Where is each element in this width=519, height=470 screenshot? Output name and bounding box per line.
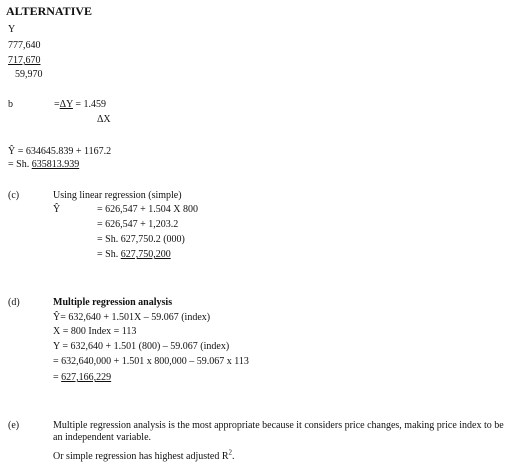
section-c-title: Using linear regression (simple) [53, 190, 182, 201]
section-d-line-5-prefix: = [53, 372, 62, 383]
y-value-1: 777,640 [8, 40, 41, 51]
section-c-yhat: Ŷ [53, 204, 61, 215]
section-e-paragraph-2 [53, 448, 235, 463]
section-e-paragraph-1: Multiple regression analysis is the most appropriate because it considers price changes, making price index to be an independent variable. [53, 420, 504, 443]
b-denominator: ΔX [97, 114, 111, 125]
section-e-label: (e) [8, 420, 20, 431]
b-eq-mid: = 1.459 [72, 99, 107, 110]
section-e-p2-prefix: Or simple regression has highest adjusted R [53, 451, 229, 462]
section-c-line-4 [97, 249, 171, 261]
section-d-line-3: Y = 632,640 + 1.501 (800) – 59.067 (index) [53, 341, 230, 352]
y-value-2: 717,670 [8, 55, 41, 66]
section-d-title: Multiple regression analysis [53, 297, 173, 308]
section-c-label: (c) [8, 190, 20, 201]
section-e-p2-suffix: . [232, 451, 235, 462]
y-value-diff: 59,970 [15, 69, 43, 80]
section-d-line-5 [53, 372, 111, 384]
yhat-line-2 [8, 159, 79, 171]
section-d-line-5-value: 627,166,229 [61, 372, 112, 383]
b-numerator: ΔY [59, 99, 73, 110]
section-e-p2-sup: 2 [228, 448, 233, 457]
b-equation [54, 99, 106, 111]
section-c-line-4-value: 627,750,200 [120, 249, 171, 260]
section-c-line-1: = 626,547 + 1.504 X 800 [97, 204, 199, 215]
b-label: b [8, 99, 13, 110]
section-d-line-1: Ŷ= 632,640 + 1.501X – 59.067 (index) [53, 312, 211, 323]
yhat-line-2-value: 635813.939 [31, 159, 80, 170]
b-eq-prefix: = [54, 99, 60, 110]
yhat-line-2-prefix: = Sh. [8, 159, 32, 170]
y-label: Y [8, 24, 16, 35]
section-d-label: (d) [8, 297, 20, 308]
section-d-line-2: X = 800 Index = 113 [53, 326, 137, 337]
section-c-line-2: = 626,547 + 1,203.2 [97, 219, 179, 230]
section-c-line-4-prefix: = Sh. [97, 249, 121, 260]
heading: ALTERNATIVE [6, 4, 93, 18]
yhat-line-1: Ŷ = 634645.839 + 1167.2 [8, 146, 112, 157]
section-d-line-4: = 632,640,000 + 1.501 x 800,000 – 59.067 x 113 [53, 356, 249, 367]
section-c-line-3: = Sh. 627,750.2 (000) [97, 234, 185, 245]
